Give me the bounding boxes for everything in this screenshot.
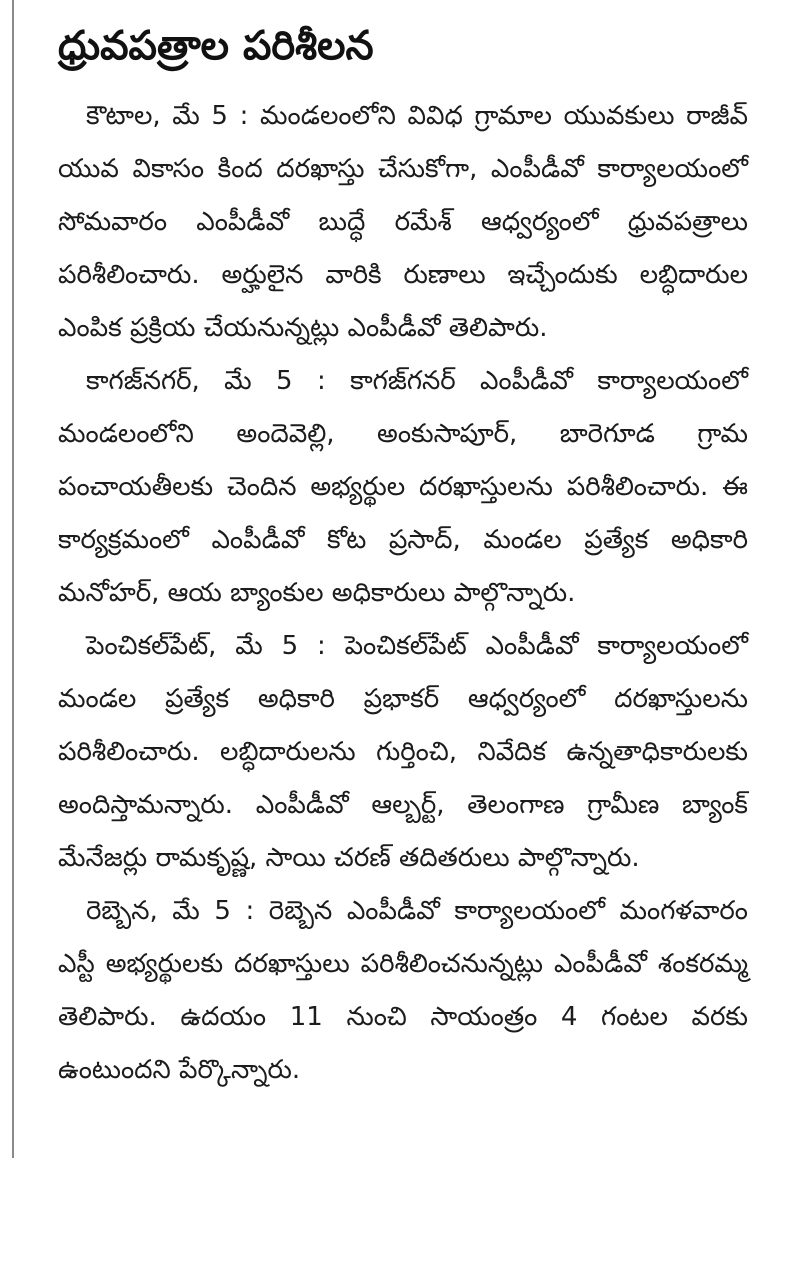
article-paragraph-rebbena: రెబ్బెన, మే 5 : రెబ్బెన ఎంపీడీవో కార్యాలయంలో మంగళవారం ఎస్టీ అభ్యర్థులకు దరఖాస్తులు పరిశీలించనున్నట్లు ఎంపీడీవో శంకరమ్మ తెలిపారు. ఉదయం 11 నుంచి సాయంత్రం 4 గంటల వరకు ఉంటుందని పేర్కొన్నారు. bbox=[58, 896, 748, 1085]
news-article bbox=[58, 14, 748, 1097]
article-headline: ధ్రువపత్రాల పరిశీలన bbox=[58, 23, 374, 69]
article-paragraph-penchikalpet: పెంచికల్‌పేట్, మే 5 : పెంచికల్‌పేట్ ఎంపీడీవో కార్యాలయంలో మండల ప్రత్యేక అధికారి ప్రభాకర్ ఆధ్వర్యంలో దరఖాస్తులను పరిశీలించారు. లబ్ధిదారులను గుర్తించి, నివేదిక ఉన్నతాధికారులకు అందిస్తామన్నారు. ఎంపీడీవో ఆల్బర్ట్, తెలంగాణ గ్రామీణ బ్యాంక్ మేనేజర్లు రామకృష్ణ, సాయి చరణ్ తదితరులు పాల్గొన్నారు. bbox=[58, 631, 748, 873]
article-paragraph-kagaznagar: కాగజ్‌నగర్, మే 5 : కాగజ్‌గనర్ ఎంపీడీవో కార్యాలయంలో మండలంలోని అందెవెల్లి, అంకుసాపూర్, బారెగూడ గ్రామ పంచాయతీలకు చెందిన అభ్యర్థుల దరఖాస్తులను పరిశీలించారు. ఈ కార్యక్రమంలో ఎంపీడీవో కోట ప్రసాద్, మండల ప్రత్యేక అధికారి మనోహర్, ఆయ బ్యాంకుల అధికారులు పాల్గొన్నారు. bbox=[58, 366, 748, 608]
column-divider bbox=[12, 0, 14, 1158]
article-paragraph-kautala: కౌటాల, మే 5 : మండలంలోని వివిధ గ్రామాల యువకులు రాజీవ్ యువ వికాసం కింద దరఖాస్తు చేసుకోగా, ఎంపీడీవో కార్యాలయంలో సోమవారం ఎంపీడీవో బుద్ధే రమేశ్ ఆధ్వర్యంలో ధ్రువపత్రాలు పరిశీలించారు. అర్హులైన వారికి రుణాలు ఇచ్చేందుకు లబ్ధిదారుల ఎంపిక ప్రక్రియ చేయనున్నట్లు ఎంపీడీవో తెలిపారు. bbox=[58, 101, 748, 343]
